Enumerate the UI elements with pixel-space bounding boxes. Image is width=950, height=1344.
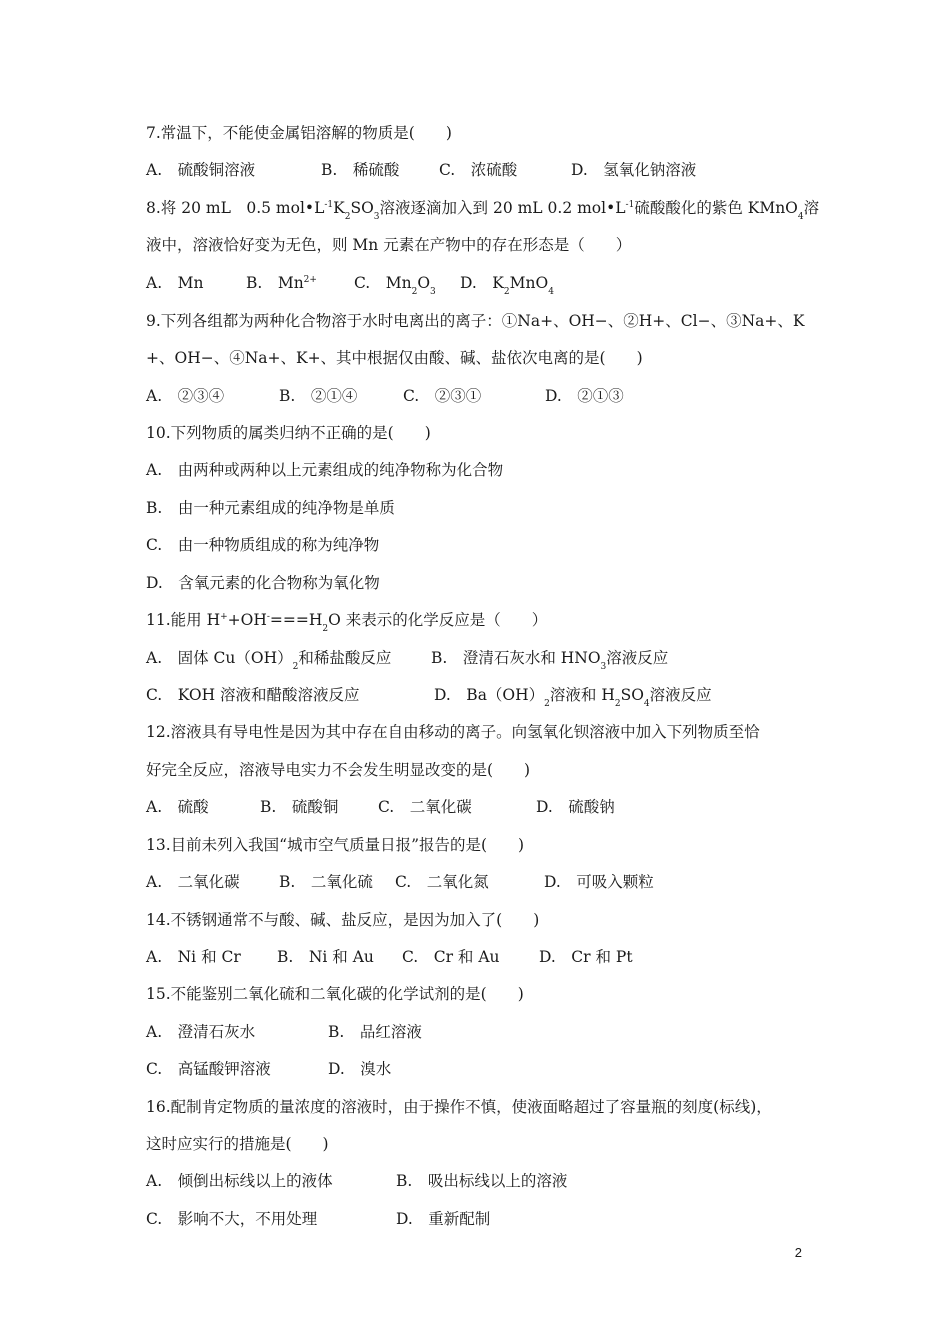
q14-option-a: A. Ni 和 Cr bbox=[146, 948, 241, 966]
q11-option-d-text: D. Ba（OH） bbox=[434, 686, 545, 704]
q9-options bbox=[146, 385, 820, 407]
q12-options bbox=[146, 796, 820, 818]
q11-option-b-subscript: 3 bbox=[600, 662, 607, 672]
q11-option-d-subscript: 2 bbox=[544, 699, 550, 709]
q12-option-d: D. 硫酸钠 bbox=[536, 798, 615, 816]
q10-option-c: C. 由一种物质组成的称为纯净物 bbox=[146, 536, 380, 554]
q7-options bbox=[146, 159, 820, 181]
q11-option-b-text: 溶液反应 bbox=[606, 649, 669, 667]
q11-stem bbox=[146, 609, 820, 634]
q9-option-c: C. ②③① bbox=[403, 387, 482, 405]
q8-superscript: -1 bbox=[324, 200, 334, 210]
q15-stem: 15.不能鉴别二氧化硫和二氧化碳的化学试剂的是( ) bbox=[146, 985, 524, 1003]
q13-option-b: B. 二氧化硫 bbox=[279, 873, 373, 891]
q7-option-a: A. 硫酸铜溶液 bbox=[146, 161, 256, 179]
q12-option-c: C. 二氧化碳 bbox=[378, 798, 472, 816]
q7-option-b: B. 稀硫酸 bbox=[321, 161, 400, 179]
q8-subscript: 2 bbox=[344, 212, 351, 222]
q11-option-d-subscript: 2 bbox=[614, 699, 621, 709]
q11-option-c: C. KOH 溶液和醋酸溶液反应 bbox=[146, 686, 360, 704]
q15-option-d: D. 溴水 bbox=[328, 1060, 392, 1078]
q15-options-row2 bbox=[146, 1058, 820, 1080]
q11-option-b bbox=[431, 647, 669, 672]
q12-option-b: B. 硫酸铜 bbox=[260, 798, 339, 816]
q8-option-c-subscript: 3 bbox=[430, 287, 436, 297]
q13-option-d: D. 可吸入颗粒 bbox=[544, 873, 654, 891]
q8-text: SO bbox=[350, 199, 374, 217]
q8-stem-line1 bbox=[146, 197, 820, 222]
q16-option-c: C. 影响不大，不用处理 bbox=[146, 1210, 318, 1228]
q14-option-d: D. Cr 和 Pt bbox=[539, 948, 633, 966]
q16-option-a: A. 倾倒出标线以上的液体 bbox=[146, 1172, 333, 1190]
q12-stem-line1: 12.溶液具有导电性是因为其中存在自由移动的离子。向氢氧化钡溶液中加入下列物质至恰 bbox=[146, 723, 760, 741]
q8-option-d-text: MnO bbox=[509, 274, 549, 292]
q8-option-c-subscript: 2 bbox=[411, 287, 418, 297]
q8-option-b-charge: 2+ bbox=[303, 275, 317, 285]
q11-option-d-text: SO bbox=[620, 686, 644, 704]
q13-stem: 13.目前未列入我国“城市空气质量日报”报告的是( ) bbox=[146, 836, 525, 854]
q10-option-b: B. 由一种元素组成的纯净物是单质 bbox=[146, 499, 395, 517]
q8-option-d-subscript: 2 bbox=[503, 287, 510, 297]
q8-subscript: 4 bbox=[797, 212, 804, 222]
q11-option-a-text: A. 固体 Cu（OH） bbox=[146, 649, 293, 667]
q11-options-row1 bbox=[146, 647, 820, 672]
q11-option-a bbox=[146, 647, 431, 672]
q7-option-d: D. 氢氧化钠溶液 bbox=[571, 161, 697, 179]
q9-stem-line2: +、OH−、④Na+、K+、其中根据仅由酸、碱、盐依次电离的是( ) bbox=[146, 349, 643, 367]
q8-option-c bbox=[354, 272, 460, 297]
q12-option-a: A. 硫酸 bbox=[146, 798, 209, 816]
q8-option-b-text: B. Mn bbox=[246, 274, 304, 292]
q12-stem-line2: 好完全反应，溶液导电实力不会发生明显改变的是( ) bbox=[146, 761, 531, 779]
q9-option-b: B. ②①④ bbox=[279, 387, 358, 405]
q11-text: O 来表示的化学反应是（ ） bbox=[328, 611, 548, 629]
q11-text: +OH bbox=[227, 611, 267, 629]
q11-option-a-subscript: 2 bbox=[292, 662, 299, 672]
q16-option-d: D. 重新配制 bbox=[396, 1210, 491, 1228]
q14-option-b: B. Ni 和 Au bbox=[277, 948, 374, 966]
q8-option-a: A. Mn bbox=[146, 274, 204, 292]
q8-option-d bbox=[460, 272, 554, 297]
q15-option-b: B. 品红溶液 bbox=[328, 1023, 422, 1041]
q16-option-b: B. 吸出标线以上的溶液 bbox=[396, 1172, 568, 1190]
q8-superscript: -1 bbox=[625, 200, 635, 210]
q10-option-a: A. 由两种或两种以上元素组成的纯净物称为化合物 bbox=[146, 461, 504, 479]
q10-option-d: D. 含氧元素的化合物称为氧化物 bbox=[146, 574, 380, 592]
q8-text: 溶 bbox=[803, 199, 820, 217]
q11-option-d-text: 溶液反应 bbox=[649, 686, 712, 704]
q8-subscript: 3 bbox=[373, 212, 380, 222]
q13-option-c: C. 二氧化氮 bbox=[395, 873, 489, 891]
page-number: 2 bbox=[794, 1245, 802, 1260]
q11-superscript: + bbox=[220, 612, 228, 622]
q8-option-c-text: C. Mn bbox=[354, 274, 412, 292]
q16-stem-line2: 这时应实行的措施是( ) bbox=[146, 1135, 329, 1153]
q8-option-d-subscript: 4 bbox=[548, 287, 554, 297]
q11-superscript: - bbox=[266, 612, 270, 622]
q8-stem-line2: 液中，溶液恰好变为无色，则 Mn 元素在产物中的存在形态是（ ） bbox=[146, 236, 632, 254]
q11-option-d-text: 溶液和 H bbox=[549, 686, 615, 704]
q8-text: 硫酸酸化的紫色 KMnO bbox=[634, 199, 798, 217]
q11-option-a-text: 和稀盐酸反应 bbox=[298, 649, 392, 667]
q15-option-c: C. 高锰酸钾溶液 bbox=[146, 1060, 271, 1078]
q7-stem: 7.常温下，不能使金属铝溶解的物质是( ) bbox=[146, 124, 452, 142]
q8-text: 8.将 20 mL 0.5 mol•L bbox=[146, 199, 325, 217]
q11-subscript: 2 bbox=[322, 624, 329, 634]
q11-option-d bbox=[434, 684, 712, 709]
q8-option-c-text: O bbox=[417, 274, 431, 292]
q9-stem-line1: 9.下列各组都为两种化合物溶于水时电离出的离子：①Na+、OH−、②H+、Cl−、③Na+、K bbox=[146, 312, 805, 330]
q11-options-row2 bbox=[146, 684, 820, 709]
q11-text: ===H bbox=[269, 611, 323, 629]
q7-option-c: C. 浓硫酸 bbox=[439, 161, 518, 179]
q15-options-row1 bbox=[146, 1021, 820, 1043]
q11-option-b-text: B. 澄清石灰水和 HNO bbox=[431, 649, 601, 667]
q9-option-d: D. ②①③ bbox=[545, 387, 624, 405]
q11-option-d-subscript: 4 bbox=[643, 699, 650, 709]
q16-options-row2 bbox=[146, 1208, 820, 1230]
q16-stem-line1: 16.配制肯定物质的量浓度的溶液时，由于操作不慎，使液面略超过了容量瓶的刻度(标线)， bbox=[146, 1098, 772, 1116]
q13-option-a: A. 二氧化碳 bbox=[146, 873, 240, 891]
q8-options bbox=[146, 272, 820, 297]
q11-text: 11.能用 H bbox=[146, 611, 221, 629]
q13-options bbox=[146, 871, 820, 893]
q14-options bbox=[146, 946, 820, 968]
q9-option-a: A. ②③④ bbox=[146, 387, 225, 405]
q16-options-row1 bbox=[146, 1170, 820, 1192]
q8-option-b bbox=[246, 272, 354, 294]
q15-option-a: A. 澄清石灰水 bbox=[146, 1023, 256, 1041]
q14-stem: 14.不锈钢通常不与酸、碱、盐反应，是因为加入了( ) bbox=[146, 911, 540, 929]
q8-text: K bbox=[333, 199, 345, 217]
q8-text: 溶液逐滴加入到 20 mL 0.2 mol•L bbox=[379, 199, 626, 217]
q10-stem: 10.下列物质的属类归纳不正确的是( ) bbox=[146, 424, 431, 442]
q14-option-c: C. Cr 和 Au bbox=[402, 948, 500, 966]
q8-option-d-text: D. K bbox=[460, 274, 504, 292]
